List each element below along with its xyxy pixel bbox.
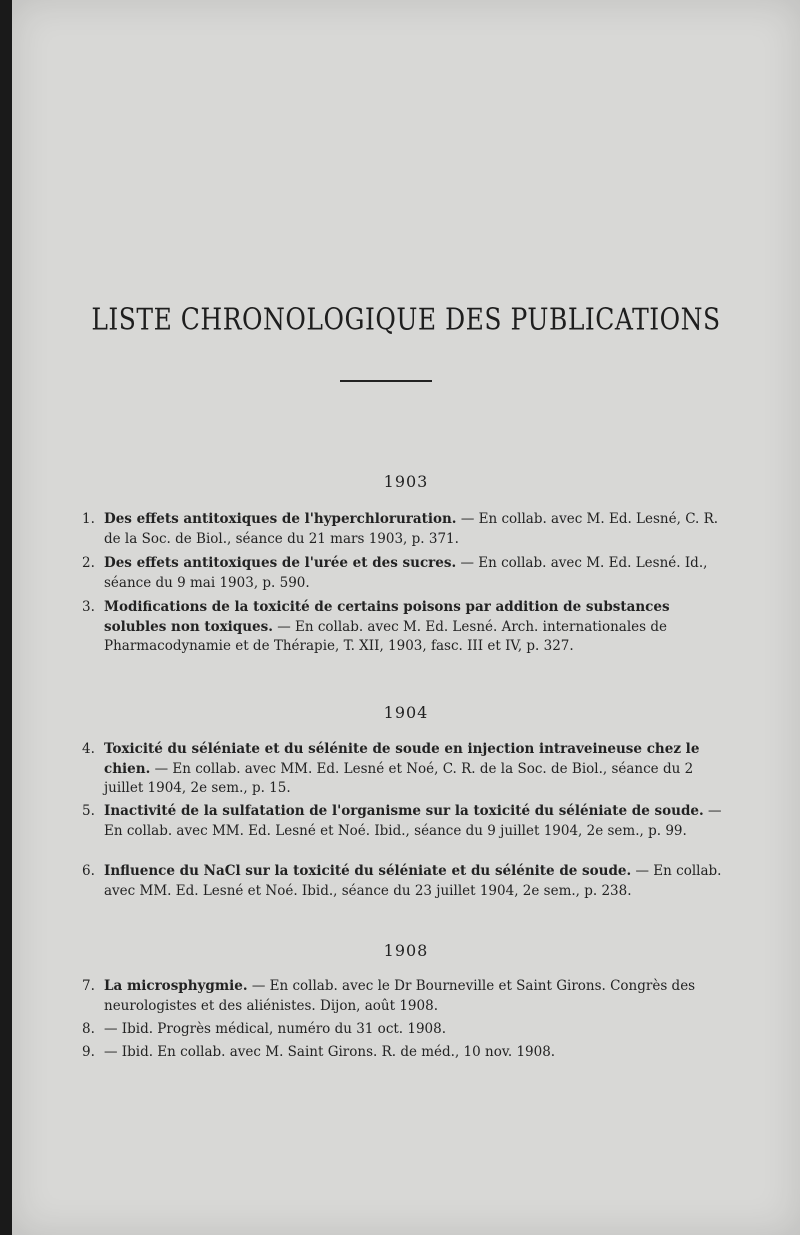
entry-number: 8.: [82, 1021, 95, 1037]
title-divider: [340, 380, 432, 382]
entry-text: — En collab. avec MM. Ed. Lesné et Noé. Ibid., séance du 23 juillet 1904, 2e sem., p. 238.: [104, 863, 722, 899]
publication-entry-2: [82, 554, 732, 593]
entry-title: La microsphygmie.: [104, 978, 248, 994]
year-heading-1908: 1908: [383, 941, 429, 960]
entry-title: Influence du NaCl sur la toxicité du séléniate et du sélénite de soude.: [104, 863, 632, 879]
entry-title: Inactivité de la sulfatation de l'organisme sur la toxicité du séléniate de soude.: [104, 803, 704, 819]
entry-text: — En collab. avec MM. Ed. Lesné et Noé. Ibid., séance du 9 juillet 1904, 2e sem., p. 99.: [104, 803, 722, 839]
year-heading-1903: 1903: [383, 472, 429, 491]
publication-entry-6: [82, 862, 732, 901]
entry-number: 5.: [82, 803, 95, 819]
entry-text: — En collab. avec M. Ed. Lesné. Arch. internationales de Pharmacodynamie et de Thérapie, T. XII, 1903, fasc. III et IV, p. 327.: [104, 618, 668, 654]
entry-title: Des effets antitoxiques de l'urée et des sucres.: [104, 555, 457, 571]
publication-entry-4: [82, 740, 732, 799]
entry-text: — En collab. avec M. Ed. Lesné, C. R. de la Soc. de Biol., séance du 21 mars 1903, p. 371.: [104, 511, 719, 547]
entry-number: 6.: [82, 863, 95, 879]
entry-number: 2.: [82, 555, 95, 571]
entry-text: — En collab. avec M. Ed. Lesné. Id., séance du 9 mai 1903, p. 590.: [104, 555, 708, 591]
entry-number: 4.: [82, 741, 95, 757]
entry-text: — Ibid. Progrès médical, numéro du 31 oct. 1908.: [104, 1021, 447, 1037]
entry-title: Toxicité du séléniate et du sélénite de soude en injection intraveineuse chez le chien.: [104, 741, 700, 777]
entry-text: — En collab. avec le Dr Bourneville et Saint Girons. Congrès des neurologistes et des aliénistes. Dijon, août 1908.: [104, 978, 696, 1014]
entry-title: Modifications de la toxicité de certains poisons par addition de substances solubles non toxiques.: [104, 599, 670, 635]
publication-entry-7: [82, 977, 732, 1016]
publication-entry-8: [82, 1020, 732, 1040]
document-page: [12, 0, 800, 1235]
entry-text: — Ibid. En collab. avec M. Saint Girons. R. de méd., 10 nov. 1908.: [104, 1044, 556, 1060]
entry-text: — En collab. avec MM. Ed. Lesné et Noé, C. R. de la Soc. de Biol., séance du 2 juillet 1904, 2e sem., p. 15.: [104, 760, 694, 796]
entry-number: 7.: [82, 978, 95, 994]
page-title: LISTE CHRONOLOGIQUE DES PUBLICATIONS: [91, 302, 721, 337]
publication-entry-9: [82, 1043, 732, 1063]
entry-title: Des effets antitoxiques de l'hyperchloruration.: [104, 511, 457, 527]
publication-entry-3: [82, 598, 732, 657]
entry-number: 1.: [82, 511, 95, 527]
publication-entry-5: [82, 802, 732, 841]
year-heading-1904: 1904: [383, 703, 429, 722]
publication-entry-1: [82, 510, 732, 549]
entry-number: 3.: [82, 599, 95, 615]
entry-number: 9.: [82, 1044, 95, 1060]
